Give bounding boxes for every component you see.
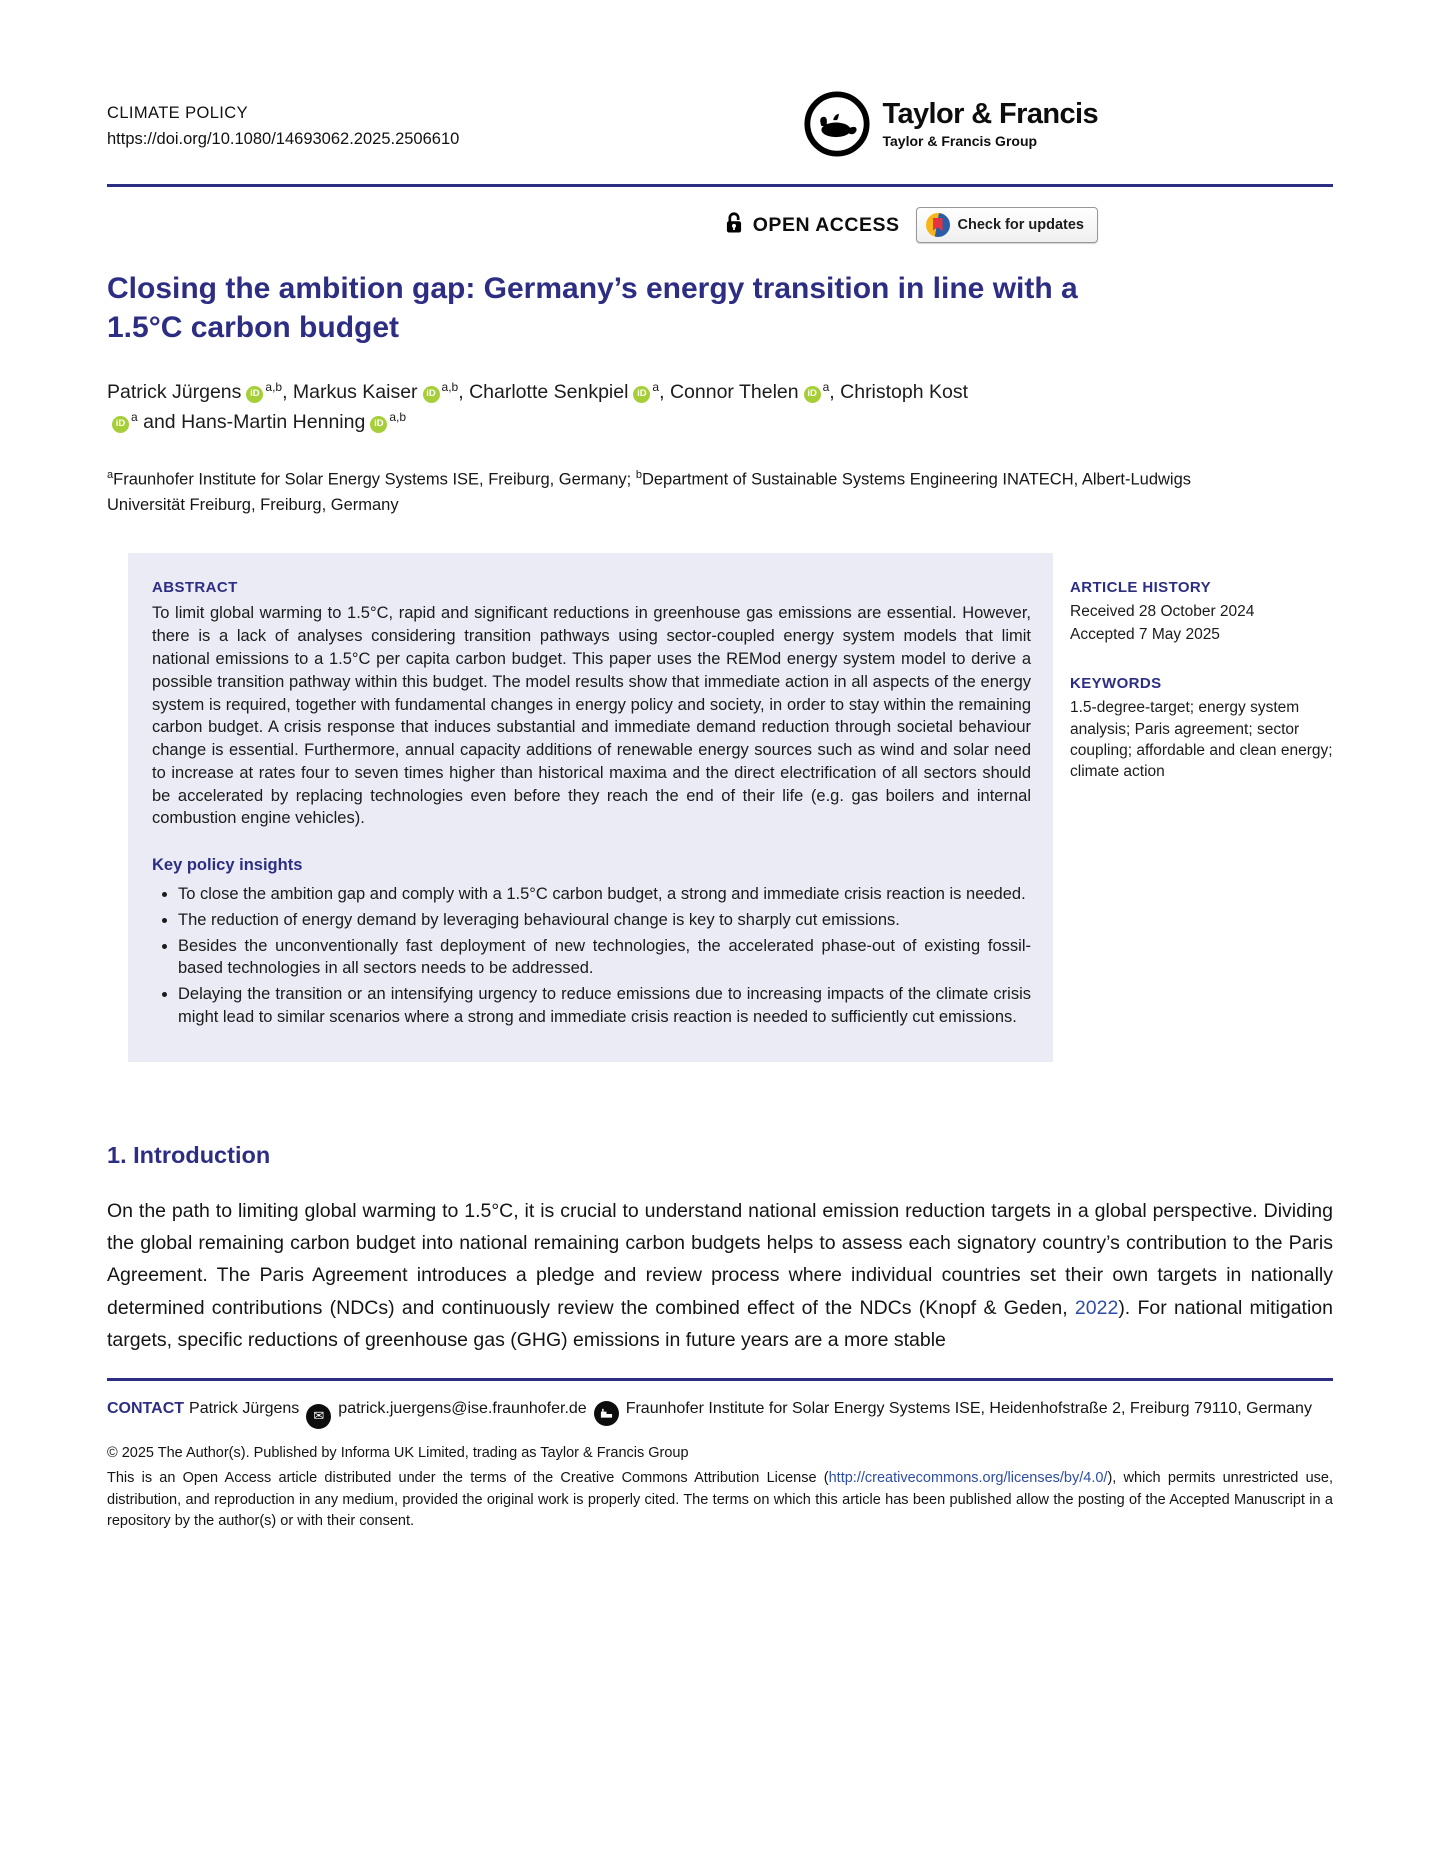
contact-label: CONTACT	[107, 1400, 185, 1418]
author-separator: ,	[829, 381, 841, 403]
masthead	[107, 90, 1333, 158]
abstract-text: To limit global warming to 1.5°C, rapid and significant reductions in greenhouse gas emissions are essential. However, there is a lack of analyses considering transition pathways using sector-coupled energy system models that limit national emissions to a 1.5°C per capita carbon budget. This paper uses the REMod energy system model to derive a possible transition pathway within this budget. The model results show that immediate action in all aspects of the energy system is required, together with fundamental changes in energy policy and society, in order to stay within the remaining carbon budget. A crisis response that induces substantial and immediate demand reduction through societal behaviour change is essential. Furthermore, annual capacity additions of renewable energy sources such as wind and solar need to increase at rates four to seven times higher than historical maxima and the direct electrification of all sectors should be accelerated by replacing technologies even before they reach the end of their life (e.g. gas boilers and internal combustion engine vehicles).	[152, 604, 1031, 828]
journal-name: CLIMATE POLICY	[107, 104, 248, 122]
orcid-icon[interactable]: iD	[423, 386, 440, 403]
badges-row	[107, 207, 1098, 243]
author: Patrick Jürgens iD $^{a,b}$	[107, 379, 283, 403]
author-superscript: a	[822, 379, 830, 394]
introduction-paragraph	[107, 1195, 1333, 1357]
taylor-francis-lamp-icon	[803, 90, 871, 158]
license-link[interactable]: http://creativecommons.org/licenses/by/4.0/	[828, 1470, 1108, 1487]
introduction-text: ). For national mitigation targets, specific reductions of greenhouse gas (GHG) emissions in future years are a more stable	[107, 1296, 1333, 1352]
abstract-box	[128, 553, 1053, 1061]
author-superscript: a,b	[265, 379, 283, 394]
divider-rule-top	[107, 184, 1333, 187]
divider-rule-bottom	[107, 1378, 1333, 1381]
author-superscript: a,b	[389, 409, 407, 424]
key-policy-insights-list	[152, 883, 1031, 1029]
keywords-text: 1.5-degree-target; energy system analysis; Paris agreement; sector coupling; affordable and clean energy; climate action	[1070, 699, 1333, 781]
publisher-group: Taylor & Francis Group	[882, 132, 1038, 149]
author-separator: and	[137, 411, 182, 434]
authors-line	[107, 377, 987, 437]
copyright-text: © 2025 The Author(s). Published by Informa UK Limited, trading as Taylor & Francis Group	[107, 1445, 689, 1462]
key-policy-insights-label: Key policy insights	[152, 856, 303, 875]
open-lock-icon	[724, 210, 744, 241]
affiliations	[107, 467, 1267, 517]
check-for-updates-label: Check for updates	[957, 217, 1084, 233]
affiliation-text: Department of Sustainable Systems Engineering INATECH, Albert-Ludwigs Universität Freiburg, Freiburg, Germany	[107, 470, 1192, 514]
doi-text: https://doi.org/10.1080/14693062.2025.2506610	[107, 130, 460, 148]
check-for-updates-button[interactable]	[916, 207, 1099, 243]
author: Charlotte Senkpiel iD $^a$	[469, 379, 660, 403]
author: Markus Kaiser iD $^{a,b}$	[292, 379, 459, 403]
author-separator: ,	[282, 381, 293, 403]
article-meta-column	[1070, 553, 1333, 782]
abstract-section	[128, 553, 1333, 1061]
orcid-icon[interactable]: iD	[633, 386, 650, 403]
license-text-pre: This is an Open Access article distributed under the terms of the Creative Commons Attribution License (	[107, 1470, 829, 1487]
email-icon: ✉	[306, 1404, 331, 1429]
orcid-icon[interactable]: iD	[804, 386, 821, 403]
author: Connor Thelen iD $^a$	[669, 379, 830, 403]
open-access-badge	[724, 210, 900, 241]
contact-address: Fraunhofer Institute for Solar Energy Systems ISE, Heidenhofstraße 2, Freiburg 79110, Germany	[625, 1400, 1312, 1418]
keywords-label: KEYWORDS	[1070, 675, 1162, 693]
introduction-heading: 1. Introduction	[107, 1141, 271, 1168]
affiliation-text: Fraunhofer Institute for Solar Energy Systems ISE, Freiburg, Germany;	[113, 470, 636, 489]
publisher-logo	[803, 90, 1099, 158]
article-title: Closing the ambition gap: Germany’s energy transition in line with a 1.5°C carbon budget	[107, 272, 1078, 344]
license-text	[107, 1468, 1333, 1531]
orcid-icon[interactable]: iD	[112, 416, 129, 433]
contact-email[interactable]: patrick.juergens@ise.fraunhofer.de	[338, 1400, 587, 1418]
contact-line	[107, 1397, 1333, 1429]
contact-name: Patrick Jürgens	[189, 1400, 300, 1418]
citation-link[interactable]: 2022	[1074, 1296, 1119, 1319]
author-separator: ,	[458, 381, 470, 403]
accepted-date: Accepted 7 May 2025	[1070, 625, 1220, 643]
author-separator: ,	[659, 381, 670, 403]
orcid-icon[interactable]: iD	[370, 416, 387, 433]
key-policy-insight-item: • Delaying the transition or an intensifying urgency to reduce emissions due to increasing impacts of the climate crisis might lead to similar scenarios where a strong and immediate crisis reaction is needed to sufficiently cut emissions.	[178, 983, 1031, 1029]
publisher-name: Taylor & Francis	[882, 97, 1098, 130]
key-policy-insight-item: • To close the ambition gap and comply with a 1.5°C carbon budget, a strong and immediate crisis reaction is needed.	[178, 883, 1031, 906]
abstract-label: ABSTRACT	[152, 579, 238, 597]
affiliation-superscript: a	[107, 469, 114, 482]
received-date: Received 28 October 2024	[1070, 603, 1255, 621]
author-superscript: a	[652, 379, 660, 394]
key-policy-insight-item: • The reduction of energy demand by leveraging behavioural change is key to sharply cut emissions.	[178, 909, 1031, 932]
author: Christoph KostiD $^a$	[107, 381, 968, 433]
article-history-label: ARTICLE HISTORY	[1070, 579, 1212, 597]
open-access-label: OPEN ACCESS	[752, 213, 900, 236]
license-text-post: ), which permits unrestricted use, distribution, and reproduction in any medium, provided the original work is properly cited. The terms on which this article has been published allow the posting of the Accepted Manuscript in a repository by the author(s) or with their consent.	[107, 1470, 1333, 1529]
institution-icon	[594, 1401, 619, 1426]
affiliation-superscript: b	[635, 469, 642, 482]
author: Hans-Martin Henning iD $^{a,b}$	[181, 409, 407, 434]
key-policy-insight-item: • Besides the unconventionally fast deployment of new technologies, the accelerated phase-out of existing fossil-based technologies in all sectors needs to be addressed.	[178, 935, 1031, 981]
crossmark-icon	[926, 213, 950, 237]
orcid-icon[interactable]: iD	[246, 386, 263, 403]
author-superscript: a	[131, 409, 138, 424]
author-superscript: a,b	[441, 379, 459, 394]
introduction-text: On the path to limiting global warming to 1.5°C, it is crucial to understand national emission reduction targets in a global perspective. Dividing the global remaining carbon budget into national remaining carbon budgets helps to assess each signatory country’s contribution to the Paris Agreement. The Paris Agreement introduces a pledge and review process where individual countries set their own targets in nationally determined contributions (NDCs) and continuously review the combined effect of the NDCs (Knopf & Geden,	[107, 1199, 1333, 1319]
